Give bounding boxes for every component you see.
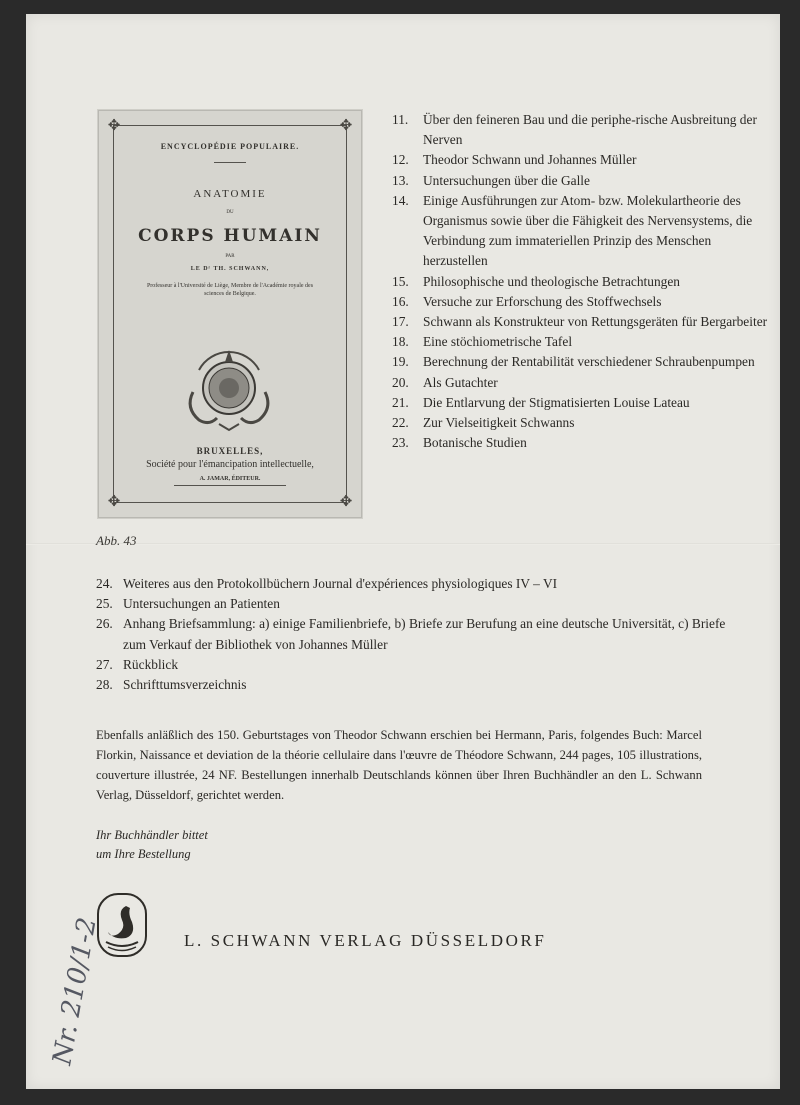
figure-caption: Abb. 43 (96, 533, 137, 548)
handwritten-archive-number (26, 894, 103, 1074)
cover-series: ENCYCLOPÉDIE POPULAIRE. (160, 142, 300, 151)
list-item: 25. Untersuchungen an Patienten (96, 596, 280, 612)
order-request (96, 826, 208, 864)
corner-ornament-icon: ✥ (339, 118, 353, 134)
list-item: 24. Weiteres aus den Protokollbüchern Journal d'expériences physiologiques IV – VI (96, 576, 558, 591)
book-cover-figure (98, 110, 362, 518)
list-item: 22. Zur Vielseitigkeit Schwanns (392, 415, 575, 431)
list-item: 18. Eine stöchiometrische Tafel (392, 334, 573, 350)
list-item: 13. Untersuchungen über die Galle (392, 172, 590, 188)
cover-publisher: Société pour l'émancipation intellectuelle, (146, 459, 314, 470)
list-item: 12. Theodor Schwann und Johannes Müller (392, 152, 637, 168)
order-line: um Ihre Bestellung (96, 847, 191, 861)
cover-printer: A. JAMAR, ÉDITEUR. (199, 476, 261, 482)
cover-emblem-icon (179, 332, 279, 432)
cover-frame (107, 118, 353, 510)
list-item: 16. Versuche zur Erforschung des Stoffwechsels (392, 293, 662, 309)
list-item: 23. Botanische Studien (392, 435, 527, 451)
cover-title-main: CORPS HUMAIN (138, 226, 322, 246)
page-fold (26, 543, 780, 545)
corner-ornament-icon: ✥ (107, 118, 121, 134)
document-page (26, 14, 780, 1089)
list-item: 26. Anhang Briefsammlung: a) einige Familienbriefe, b) Briefe zur Berufung an eine deutsche Universität, c) Briefe zum Verkauf der Bibliothek von Johannes Müller (96, 616, 726, 652)
list-item: 27. Rückblick (96, 656, 179, 672)
list-item: 21. Die Entlarvung der Stigmatisierten Louise Lateau (392, 394, 690, 410)
cover-city: BRUXELLES, (196, 446, 264, 456)
list-item: 20. Als Gutachter (392, 374, 498, 390)
list-item: 17. Schwann als Konstrukteur von Rettungsgeräten für Bergarbeiter (392, 314, 768, 330)
cover-du: DU (226, 210, 234, 215)
order-line: Ihr Buchhändler bittet (96, 828, 208, 842)
list-item: 19. Berechnung der Rentabilität verschiedener Schraubenpumpen (392, 354, 755, 370)
publication-note: Ebenfalls anläßlich des 150. Geburtstages von Theodor Schwann erschien bei Hermann, Paris, folgendes Buch: Marcel Florkin, Naissance et deviation de la théorie cellulaire dans l'œuvre de Théodore Schwann, 244 pages, 105 illustrations, couverture illustrée, 24 NF. Bestellungen innerhalb Deutschlands können über Ihren Buchhändler an den L. Schwann Verlag, Düsseldorf, gerichtet werden. (96, 727, 702, 803)
swan-logo-icon (96, 892, 148, 958)
cover-par: PAR (225, 254, 235, 259)
list-item: 28. Schrifttumsverzeichnis (96, 677, 247, 693)
cover-description: Professeur à l'Université de Liège, Membre de l'Académie royale des sciences de Belgique. (146, 283, 314, 297)
list-item: 14. Einige Ausführungen zur Atom- bzw. Molekulartheorie des Organismus sowie über die Fähigkeit des Nervensystems, die Verbindung zum immateriellen Prinzip des Menschen herzustellen (392, 192, 753, 269)
cover-author: LE Dʳ TH. SCHWANN, (190, 266, 270, 272)
cover-bottom-rule (174, 485, 286, 486)
corner-ornament-icon: ✥ (107, 494, 121, 510)
contents-list-right (392, 110, 772, 453)
publisher-name: L. SCHWANN VERLAG DÜSSELDORF (184, 931, 547, 950)
corner-ornament-icon: ✥ (339, 494, 353, 510)
handwritten-text: Nr. 210/1-2 (47, 915, 103, 1068)
contents-list-full (96, 574, 736, 695)
list-item: 15. Philosophische und theologische Betrachtungen (392, 273, 680, 289)
cover-rule (214, 162, 246, 163)
list-item: 11. Über den feineren Bau und die periphe-rische Ausbreitung der Nerven (392, 112, 757, 148)
cover-title-top: ANATOMIE (193, 188, 267, 200)
